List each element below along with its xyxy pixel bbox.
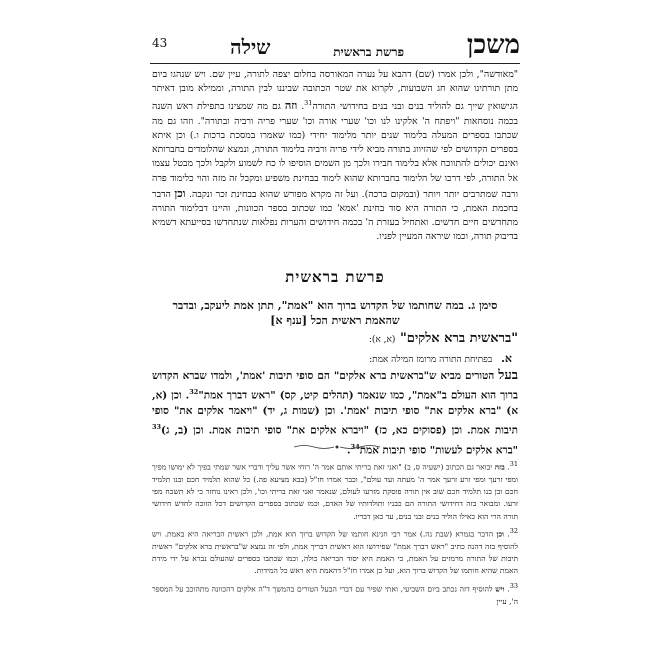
verse-reference: (א, א): — [368, 335, 396, 345]
book-title-shela: שילה — [230, 35, 271, 59]
page-number: 43 — [152, 36, 168, 50]
footnote-number: 32 — [509, 527, 518, 536]
book-title-mishkan: משכן — [466, 30, 520, 60]
main-paragraph: בעל הטורים מביא ש"בראשית ברא אלקים" הם סופי תיבות 'אמת', ולמדו שברא הקדוש ברוך הוא העולם ב"אמת", כמו שנאמר (תהלים קיט, קס) "ראש דברך אמת"$^{32}$. וכן (א, א) "ברא אלקים את" סופי תיבות 'אמת'. וכן (שמות ג, יד) "ויאמר אלקים את" סופי תיבות אמת. וכן (פסוקים כא, כז) "ויברא אלקים את" סופי תיבות אמת. וכן (ב, ג)$^{33}$ "ברא אלקים לעשות" סופי תיבות אמת$^{34}$. — [152, 368, 518, 457]
verse-quote — [369, 330, 518, 346]
footnote-ref-34: 34 — [350, 442, 360, 451]
main-lead-word: בעל — [498, 368, 518, 383]
main-text-3: "ברא אלקים לעשות" סופי תיבות אמת — [359, 444, 518, 457]
footnote-31: $^{31}$. בזה יבואר גם הכתוב (ישעיה ס, ב) "ואני זאת בריתי אותם אמר ה' רוחי אשר עליך ודברי אשר שמתי בפיך לא ימושו מפיך ומפי זרעך ומפי זרע זרעך אמר ה' מעתה ועד עולם", וכבר אמרו חז"ל (בבא מציעא פה.) כל שהוא תלמיד חכם ובנו תלמיד חכם ובן בנו תלמיד חכם שוב אין תורה פוסקת מזרעו לעולם, שנאמר ואני זאת בריתי וכו', ולכן ראינו נוחזר כי לא תשכח מפי זרעו. ומבואר בזה דחידושי התורה הם כבניו ותולדותיו של האדם, וכמו שכתוב בספרים הקדושים דכל הזוכה לחדש חידושי תורה הרי הוא כאילו הוליד בנים ובני בנים, עד כאן דבריו. — [152, 460, 518, 521]
verse-text: "בראשית ברא אלקים" — [399, 331, 518, 346]
footnote-number: 31 — [509, 460, 518, 468]
footnote-ref-32: 32 — [189, 388, 199, 396]
intro-text-1: "מאודשה", ולכן אמרו (שם) דהבא על נערה המאורסה בחלום יצפה לתורה, עיין שם. ויש שנהגו ביום מתן תורתינו שהוא חג השבועות, לקרוא את שטר הכתובה שביננו לבין התורה, וממילא מובן דאיתר הגישואין שייך גם להוליד בנים ובני בנים בחידושי התורה — [152, 69, 518, 113]
main-text-1: הטורים מביא ש"בראשית ברא אלקים" הם סופי תיבות 'אמת', ולמדו שברא הקדוש ברוך הוא העולם ב"אמת", כמו שנאמר (תהלים קיט, קס) "ראש דברך אמת" — [152, 370, 518, 402]
intro-paragraph: "מאודשה", ולכן אמרו (שם) דהבא על נערה המאורסה בחלום יצפה לתורה, עיין שם. ויש שנהגו ביום מתן תורתינו שהוא חג השבועות, לקרוא את שטר הכתובה שביננו לבין התורה, וממילא מובן דאיתר הגישואין שייך גם להוליד בנים ובני בנים בחידושי התורה$^{31}$. וזה גם מה שמצינו בתפילת ראש השנה בכמה נוסחאות "ויפתח ה' אלקינו לנו וכו' שערי אורה וכו' שערי פריה ורביה ובתורה". וזהו גם מה שכתבו בספרים המעלה בלימוד שנים יותר מלימוד יחידי (כמו שאמרו במסכת ברכות ו.) וכן איתא בספרים הקדושים לפי שהזיווג בתורה מביא לידי פריה ורביה בלימוד התורה, ונמצא שהלומדים בחברותא ואינם יכולים להתווכח אלא בלימוד חבירו ולכך מן השמים הוסיפו לו כח לשמוע ולקבל ולכך מבטל עצמו אל התורה, לפי דרכו של הלימוד בחברותא שהוא לימוד בבחינת משפיע ומקבל זה מזה והוי כלימוד פרה ורבה שמתרבים יותר ויותר (ובמקום ברכה). ועל זה מקרא מפורש שהוא בבחינת זכר ונקבה. וכן הדבר בחכמת האמת, כי התורה היא סוד בחינת 'אמא' כמו שכתוב בספר הכוונות, והיינו דבלימוד התורה מתחדשים חיים חדשים. ואתחיל בעזרת ה' בכמה חידושים והערות נפלאות שנתחדשו בסייעתא דשמיא בדיבוק תורה, וכמו שיראה המעיין לפניו. — [152, 69, 518, 243]
subsection-letter: א. — [501, 352, 512, 365]
footnote-text: הדבר בגמרא (שבת נה.) אמר רבי חנינא חותמו של הקדוש ברוך הוא אמת, ולכן ראשית הבריאה היא באמת. ויש להוסיף בזה דהנה כתיב "ראש דברך אמת" שפירושו הוא ראשית דבריך אמת, ולפי זה נמצא ש"בראשית ברא אלקים" ראשית תיבות של התורה מרמזים על האמת, כי האמת היא יסוד הבריאה כולה, וכמו שכתבו בספרים שהעולם נברא על ידי מידת האמת שהיא חותמו של הקדוש ברוך הוא, ועל כן אמרו חז"ל דהאמת היא ראש כל המידות. — [152, 529, 518, 576]
header-parsha: פרשת בראשית — [333, 45, 404, 59]
footnote-33: $^{33}$. ויש להוסיף דזה נכתב ביום השביעי, ואתי שפיר עם דברי הבעל הטורים בהמשך ד"ה אלקים דהכוונה מתהוכב על המספר ה', עיין — [152, 581, 518, 606]
siman-heading — [152, 298, 518, 328]
footnote-text: יבואר גם הכתוב (ישעיה ס, ב) "ואני זאת בריתי אותם אמר ה' רוחי אשר עליך ודברי אשר שמתי בפיך לא ימושו מפיך ומפי זרעך ומפי זרע זרעך אמר ה' מעתה ועד עולם", וכבר אמרו חז"ל (בבא מציעא פה.) כל שהוא תלמיד חכם ובנו תלמיד חכם ובן בנו תלמיד חכם שוב אין תורה פוסקת מזרעו לעולם, שנאמר ואני זאת בריתי וכו', ולכן ראינו נוחזר כי לא תשכח מפי זרעו. ומבואר בזה דחידושי התורה הם כבניו ותולדותיו של האדם, וכמו שכתוב בספרים הקדושים דכל הזוכה לחדש חידושי תורה הרי הוא כאילו הוליד בנים ובני בנים, עד כאן דבריו. — [152, 462, 518, 521]
lead-word-2: וכן — [174, 185, 186, 200]
footnote-ref-33: 33 — [152, 423, 162, 432]
footnote-lead: ויש — [495, 584, 505, 594]
intro-text — [152, 68, 518, 264]
header-rule — [150, 63, 520, 64]
footnote-lead: וכן — [496, 529, 504, 539]
subsection-title: בפתיחת התורה מרומז המילה אמת: — [369, 355, 493, 365]
running-header — [152, 30, 520, 60]
footnotes — [152, 458, 518, 648]
footnote-lead: בזה — [494, 462, 505, 472]
footnote-32: $^{32}$. וכן הדבר בגמרא (שבת נה.) אמר רבי חנינא חותמו של הקדוש ברוך הוא אמת, ולכן ראשית הבריאה היא באמת. ויש להוסיף בזה דהנה כתיב "ראש דברך אמת" שפירושו הוא ראשית דבריך אמת, ולפי זה נמצא ש"בראשית ברא אלקים" ראשית תיבות של התורה מרמזים על האמת, כי האמת היא יסוד הבריאה כולה, וכמו שכתבו בספרים שהעולם נברא על ידי מידת האמת שהיא חותמו של הקדוש ברוך הוא, ועל כן אמרו חז"ל דהאמת היא ראש כל המידות. — [152, 527, 518, 576]
intro-text-3: הדבר בחכמת האמת, כי התורה היא סוד בחינת 'אמא' כמו שכתוב בספר הכוונות, והיינו דבלימוד התורה מתחדשים חיים חדשים. ואתחיל בעזרת ה' בכמה חידושים והערות נפלאות שנתחדשו בסייעתא דשמיא בדיבוק תורה, וכמו שיראה המעיין לפניו. — [152, 188, 518, 243]
siman-line-2: שהאמת ראשית הכל [ענף א] — [270, 314, 400, 327]
footnote-number: 33 — [509, 581, 518, 590]
lead-word: וזה — [284, 98, 298, 113]
footnote-text: להוסיף דזה נכתב ביום השביעי, ואתי שפיר עם דברי הבעל הטורים בהמשך ד"ה אלקים דהכוונה מתהוכב על המספר ה', עיין — [152, 584, 518, 606]
intro-text-2: גם מה שמצינו בתפילת ראש השנה בכמה נוסחאות "ויפתח ה' אלקינו לנו וכו' שערי אורה וכו' שערי פריה ורביה ובתורה". וזהו גם מה שכתבו בספרים המעלה בלימוד שנים יותר מלימוד יחידי (כמו שאמרו במסכת ברכות ו.) וכן איתא בספרים הקדושים לפי שהזיווג בתורה מביא לידי פריה ורביה בלימוד התורה, ונמצא שהלומדים בחברותא ואינם יכולים להתווכח אלא בלימוד חבירו ולכך מן השמים הוסיפו לו כח לשמוע ולקבל ולכך מבטל עצמו אל התורה, לפי דרכו של הלימוד בחברותא שהוא לימוד בבחינת משפיע ומקבל זה מזה והוי כלימוד פרה ורבה שמתרבים יותר ויותר (ובמקום ברכה). ועל זה מקרא מפורש שהוא בבחינת זכר ונקבה. — [152, 101, 518, 200]
subsection-heading — [369, 352, 512, 365]
parsha-heading: פרשת בראשית — [285, 268, 385, 286]
ornament-divider — [292, 444, 382, 450]
siman-line-1: סימן ג. במה שחותמו של הקדוש ברוך הוא "אמת", תתן אמת ליעקב, ובדבר — [172, 299, 498, 312]
main-text-2: . וכן (א, א) "ברא אלקים את" סופי תיבות 'אמת'. וכן (שמות ג, יד) "ויאמר אלקים את" סופי תיבות אמת. וכן (פסוקים כא, כז) "ויברא אלקים את" סופי תיבות אמת. וכן (ב, ג) — [152, 389, 518, 437]
footnote-ref: 31 — [304, 99, 313, 108]
